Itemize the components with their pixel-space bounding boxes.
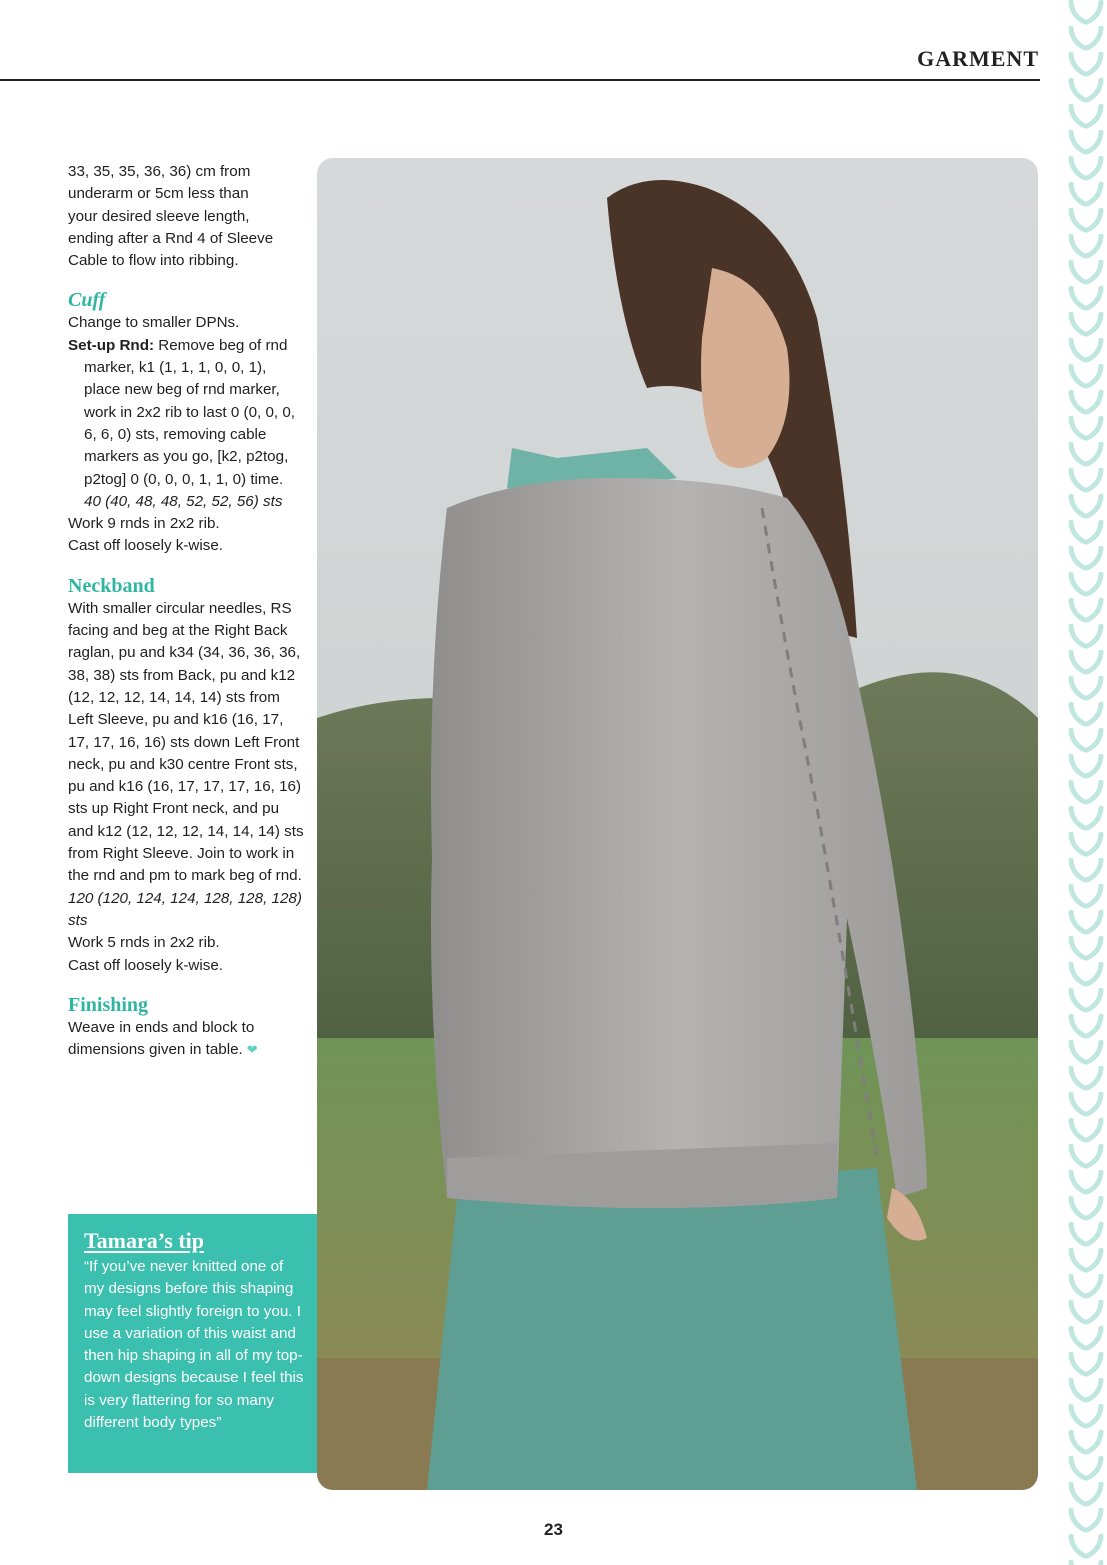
model-photo-illustration (317, 158, 1038, 1490)
page-number: 23 (544, 1520, 563, 1539)
intro-line: ending after a Rnd 4 of Sleeve (68, 229, 274, 247)
neckband-heading: Neckband (68, 574, 155, 597)
neckband-instruction: Cast off loosely k-wise. (68, 956, 224, 974)
heart-icon: ❤ (246, 1042, 258, 1058)
cuff-instruction: Change to smaller DPNs. (68, 314, 240, 332)
setup-round-label: Set-up Rnd: (68, 336, 155, 354)
cuff-heading: Cuff (68, 289, 106, 312)
header-rule (0, 79, 1040, 81)
neckband-text: With smaller circular needles, RS facing and beg at the Right Back raglan, pu and k34 (34, 36, 36, 36, 38, 38) sts from Back, pu and k12 (12, 12, 12, 14, 14, 14) sts from Left Sleeve, pu and k16 (16, 17, 17, 17, 16, 16) sts down Left Front neck, pu and k30 centre Front sts, pu and k16 (16, 17, 17, 17, 16, 16) sts up Right Front neck, and pu and k12 (12, 12, 12, 14, 14, 14) sts from Right Sleeve. Join to work in the rnd and pm to mark beg of rnd. (68, 599, 304, 885)
tip-text: “If you’ve never knitted one of my designs before this shaping may feel slightly foreign to you. I use a variation of this waist and then hip shaping in all of my top-down designs because I feel this is very flattering for so many different body types” (84, 1258, 304, 1432)
intro-line: underarm or 5cm less than (68, 185, 249, 203)
finishing-text: Weave in ends and block to dimensions given in table. (68, 1018, 255, 1059)
neckband-instruction: Work 5 rnds in 2x2 rib. (68, 934, 220, 952)
setup-round-count: 40 (40, 48, 48, 52, 52, 56) sts (84, 492, 283, 510)
setup-round-instruction (68, 335, 304, 513)
intro-line: your desired sleeve length, (68, 207, 250, 225)
cuff-instruction: Cast off loosely k-wise. (68, 537, 224, 555)
pattern-text-column (68, 161, 304, 1061)
finishing-instruction (68, 1017, 304, 1062)
neckband-count: 120 (120, 124, 124, 128, 128, 128) sts (68, 889, 302, 929)
knit-stitch-strip-icon (1065, 0, 1107, 1565)
tip-box (68, 1214, 318, 1473)
neckband-instruction (68, 598, 304, 932)
section-header: GARMENT (917, 46, 1039, 71)
intro-line: 33, 35, 35, 36, 36) cm from (68, 163, 251, 180)
intro-line: Cable to flow into ribbing. (68, 252, 239, 270)
cuff-instruction: Work 9 rnds in 2x2 rib. (68, 515, 220, 533)
finishing-heading: Finishing (68, 993, 149, 1016)
setup-round-text: Remove beg of rnd marker, k1 (1, 1, 1, 0, 0, 1), place new beg of rnd marker, work in 2x2 rib to last 0 (0, 0, 0, 6, 6, 0) sts, removing cable markers as you go, [k2, p2tog, p2tog] 0 (0, 0, 0, 1, 1, 0) time. (84, 336, 296, 488)
tip-title: Tamara’s tip (84, 1228, 204, 1253)
model-photo (317, 158, 1038, 1490)
